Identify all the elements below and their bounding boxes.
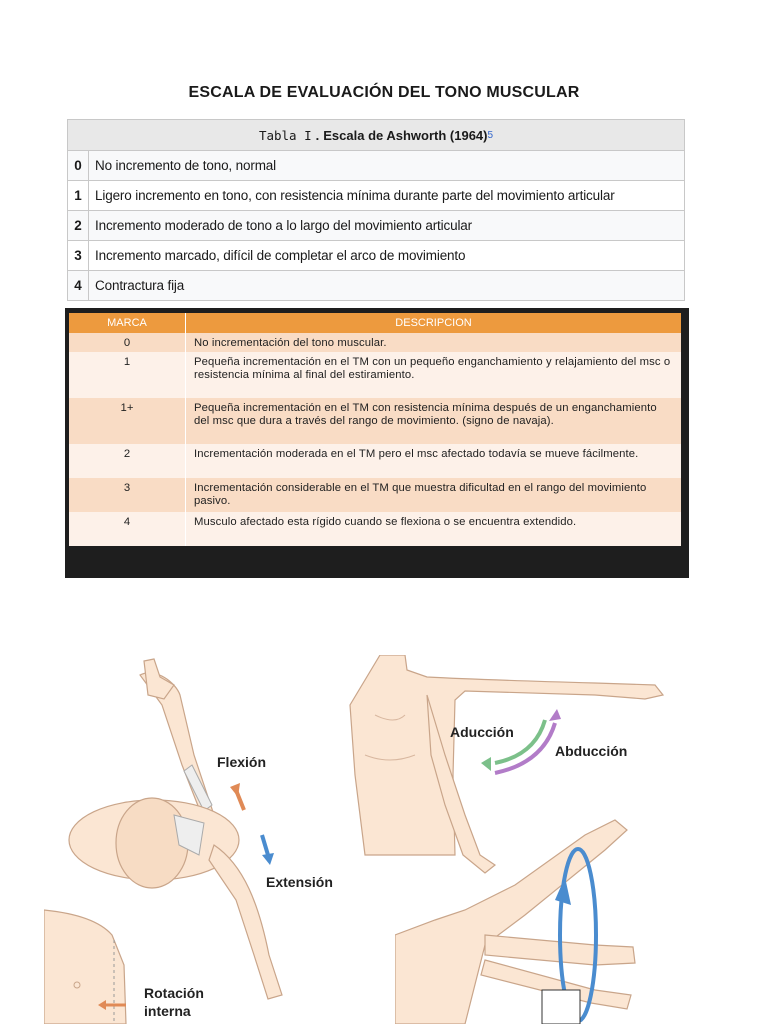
label-rotacion-2: interna <box>144 1003 191 1019</box>
ashworth-score: 0 <box>68 151 89 180</box>
scale-description: Incrementación moderada en el TM pero el msc afectado todavía se mueve fácilmente. <box>194 448 639 460</box>
scale-mark: 2 <box>69 444 186 478</box>
scale-mark: 1 <box>69 352 186 398</box>
scale-row <box>69 398 681 444</box>
scale-description: Incrementación considerable en el TM que muestra dificultad en el rango del movimiento pasivo. <box>194 482 647 507</box>
ashworth-table <box>67 119 685 301</box>
scale-description: Pequeña incrementación en el TM con resistencia mínima después de un enganchamiento del msc que dura a través del rango de movimiento. (signo de navaja). <box>194 402 657 427</box>
scale-description: No incrementación del tono muscular. <box>194 337 387 349</box>
caption-text: Escala de Ashworth (1964) <box>323 127 488 143</box>
scale-description: Pequeña incrementación en el TM con un pequeño enganchamiento y relajamiento del msc o resistencia mínima al final del estiramiento. <box>194 356 671 381</box>
ashworth-score: 1 <box>68 181 89 210</box>
modified-scale-table <box>65 308 689 578</box>
ashworth-table-caption <box>68 120 684 151</box>
ashworth-score: 2 <box>68 211 89 240</box>
header-description: DESCRIPCION <box>395 317 472 329</box>
ashworth-score: 4 <box>68 271 89 300</box>
ashworth-description: Ligero incremento en tono, con resistencia mínima durante parte del movimiento articular <box>95 188 615 203</box>
scale-row <box>69 444 681 478</box>
ashworth-description: Incremento marcado, difícil de completar el arco de movimiento <box>95 248 466 263</box>
ashworth-row <box>68 211 684 241</box>
scale-mark: 4 <box>69 512 186 546</box>
scale-row <box>69 512 681 546</box>
caption-separator: . <box>315 127 320 143</box>
ashworth-row <box>68 181 684 211</box>
scale-row <box>69 352 681 398</box>
label-extension: Extensión <box>266 874 333 890</box>
scale-mark: 0 <box>69 333 186 352</box>
scale-description: Musculo afectado esta rígido cuando se flexiona o se encuentra extendido. <box>194 516 577 528</box>
scale-row <box>69 333 681 352</box>
caption-code: Tabla I <box>258 127 312 143</box>
ashworth-description: No incremento de tono, normal <box>95 158 276 173</box>
table-header <box>69 313 681 333</box>
document-title: ESCALA DE EVALUACIÓN DEL TONO MUSCULAR <box>188 84 580 101</box>
circumduction-illustration <box>395 815 645 1024</box>
label-abduccion: Abducción <box>555 743 628 759</box>
ashworth-row <box>68 151 684 181</box>
header-mark: MARCA <box>69 313 186 333</box>
ashworth-row <box>68 271 684 301</box>
ashworth-description: Incremento moderado de tono a lo largo del movimiento articular <box>95 218 473 233</box>
label-aduccion: Aducción <box>450 724 514 740</box>
caption-reference-link[interactable]: 5 <box>487 129 494 141</box>
scale-mark: 3 <box>69 478 186 512</box>
ashworth-row <box>68 241 684 271</box>
ashworth-description: Contractura fija <box>95 278 185 293</box>
ashworth-score: 3 <box>68 241 89 270</box>
label-flexion: Flexión <box>217 754 267 770</box>
scale-row <box>69 478 681 512</box>
label-rotacion-1: Rotación <box>144 985 204 1001</box>
scale-mark: 1+ <box>69 398 186 444</box>
